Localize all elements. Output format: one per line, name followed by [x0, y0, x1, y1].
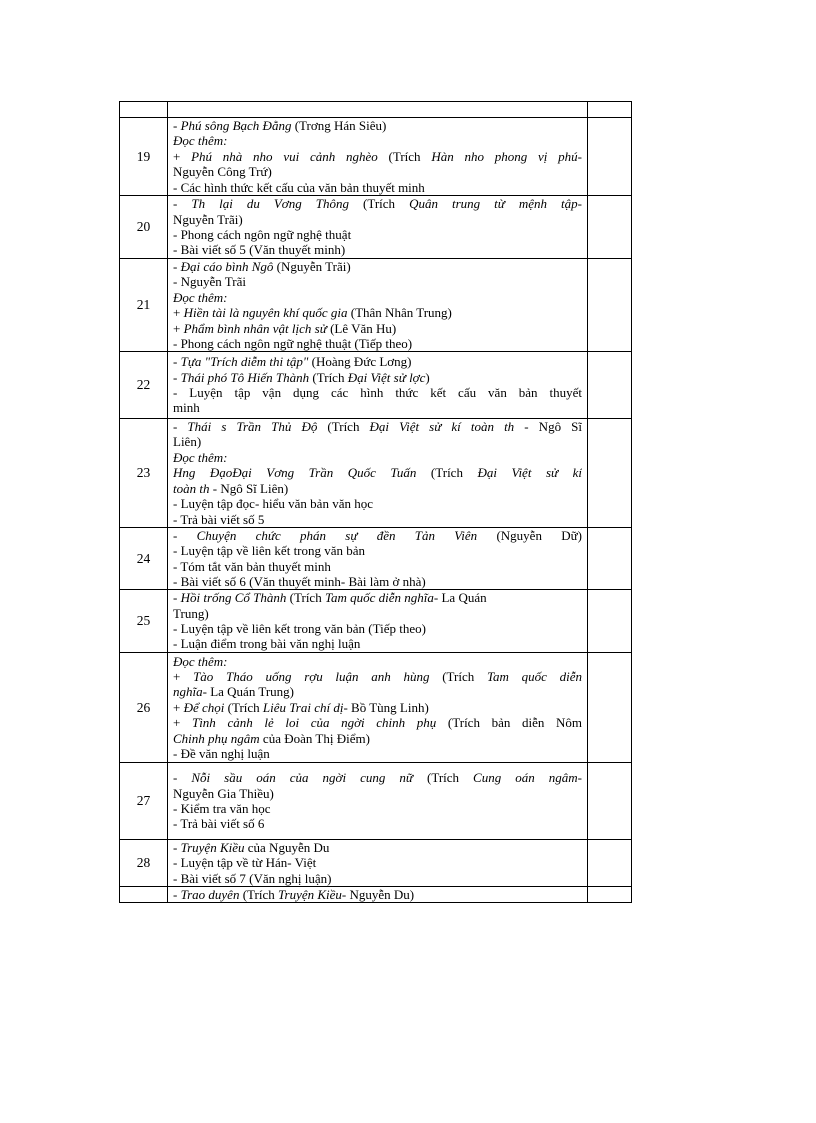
lesson-title-text: Đại Việt sử lợc: [347, 369, 426, 385]
lesson-content-cell: [168, 259, 588, 352]
lesson-text: Nguyễn Công Trứ): [173, 164, 272, 180]
notes-cell: [588, 419, 632, 528]
lesson-line: [173, 715, 582, 730]
lesson-content-cell: [168, 887, 588, 903]
lesson-text: -: [577, 196, 582, 212]
lesson-text: - Nguyễn Trãi: [173, 274, 246, 290]
lesson-text: -: [173, 887, 181, 902]
lesson-line: [173, 801, 582, 816]
lesson-title-text: Hàn nho phong vị phú: [431, 148, 578, 164]
table-row: [120, 196, 632, 259]
week-number-cell: 27: [120, 763, 168, 840]
lesson-content-cell: [168, 840, 588, 887]
notes-cell: [588, 528, 632, 590]
lesson-text: - La Quán Trung): [202, 684, 294, 700]
lesson-content-cell: [168, 528, 588, 590]
lesson-line: [173, 274, 582, 289]
lesson-text: của Nguyễn Du: [244, 840, 330, 855]
lesson-line: [173, 133, 582, 148]
lesson-text: - Bài viết số 7 (Văn nghị luận): [173, 870, 332, 886]
lesson-title-text: Nỗi sầu oán của ngời cung nữ: [191, 770, 413, 786]
lesson-text: của Đoàn Thị Điểm): [259, 730, 370, 746]
notes-cell: [588, 102, 632, 118]
table-row: [120, 590, 632, 653]
lesson-text: (Trích: [429, 669, 487, 684]
lesson-text: +: [173, 669, 194, 684]
lesson-title-text: Quân trung từ mệnh tập: [409, 196, 578, 212]
week-number-cell: 26: [120, 653, 168, 763]
notes-cell: [588, 653, 632, 763]
lesson-content-cell: [168, 419, 588, 528]
table-row: [120, 102, 632, 118]
lesson-title-text: Liêu Trai chí dị: [262, 699, 344, 715]
lesson-text: -: [173, 196, 192, 212]
lesson-line: [173, 196, 582, 211]
lesson-title-text: Thái phó Tô Hiến Thành: [180, 369, 310, 385]
lesson-text: +: [173, 699, 184, 715]
week-number-cell: 28: [120, 840, 168, 887]
table-row: [120, 118, 632, 196]
notes-cell: [588, 118, 632, 196]
lesson-line: [173, 590, 582, 605]
lesson-text: - Phong cách ngôn ngữ nghệ thuật (Tiếp theo): [173, 336, 413, 351]
lesson-text: -: [577, 770, 582, 786]
lesson-line: [173, 654, 582, 669]
lesson-text: (Trích bản diễn Nôm: [436, 715, 582, 731]
lesson-line: [173, 855, 582, 870]
lesson-text: - Luyện tập về liên kết trong văn bản: [173, 543, 366, 559]
lesson-text: (Trích: [412, 770, 474, 786]
table-row: [120, 763, 632, 840]
lesson-line: [173, 149, 582, 164]
lesson-title-text: Chinh phụ ngâm: [173, 730, 260, 746]
lesson-text: +: [173, 305, 184, 321]
week-number-cell: [120, 102, 168, 118]
lesson-text: - Luyện tập về từ Hán- Việt: [173, 855, 317, 871]
lesson-text: -: [173, 369, 181, 385]
lesson-title-text: nghĩa: [173, 684, 203, 700]
lesson-title-text: Thái s Trần Thủ Độ: [187, 419, 318, 435]
table-row: [120, 528, 632, 590]
lesson-line: [173, 887, 582, 902]
lesson-text: -: [173, 770, 192, 786]
lesson-text: Trung): [173, 605, 209, 621]
lesson-text: (Nguyễn Trãi): [273, 259, 351, 274]
lesson-title-text: Tam quốc diễn: [486, 669, 582, 684]
lesson-text: (Thân Nhân Trung): [347, 305, 452, 321]
lesson-line: [173, 669, 582, 684]
table-row: [120, 840, 632, 887]
lesson-line: [173, 700, 582, 715]
lesson-line: [173, 118, 582, 133]
lesson-text: - Ngô Sĩ Liên): [209, 480, 289, 496]
lesson-text: (Trích: [286, 590, 325, 606]
lesson-title-text: Đại Việt sử kí toàn th: [369, 419, 515, 435]
notes-cell: [588, 763, 632, 840]
week-number-cell: 23: [120, 419, 168, 528]
lesson-line: [173, 180, 582, 195]
lesson-text: (Trích: [349, 196, 410, 212]
lesson-title-text: Tam quốc diễn nghĩa: [324, 590, 434, 606]
lesson-line: [173, 321, 582, 336]
lesson-line: [173, 636, 582, 651]
lesson-line: [173, 606, 582, 621]
notes-cell: [588, 590, 632, 653]
notes-cell: [588, 352, 632, 419]
lesson-text: (Lê Văn Hu): [326, 320, 397, 336]
lesson-content-cell: [168, 653, 588, 763]
week-number-cell: 25: [120, 590, 168, 653]
lesson-title-text: Phẩm bình nhân vật lịch sử: [183, 320, 327, 336]
lesson-title-text: Chuyện chức phán sự đền Tản Viên: [196, 528, 478, 543]
lesson-text: - La Quán: [433, 590, 487, 606]
lesson-title-text: Trao duyên: [180, 887, 240, 902]
lesson-line: [173, 786, 582, 801]
lesson-line: [173, 528, 582, 543]
week-number-cell: 24: [120, 528, 168, 590]
lesson-text: -: [577, 148, 582, 164]
lesson-content-cell: [168, 590, 588, 653]
week-number-cell: 22: [120, 352, 168, 419]
lesson-text: - Bài viết số 5 (Văn thuyết minh): [173, 242, 346, 258]
table-row: [120, 352, 632, 419]
lesson-text: - Các hình thức kết cấu của văn bản thuyết minh: [173, 179, 425, 195]
lesson-text: -: [173, 528, 197, 543]
lesson-text: (Trích: [317, 419, 370, 435]
lesson-line: [173, 242, 582, 257]
lesson-line: [173, 385, 582, 400]
lesson-line: [173, 400, 582, 415]
lesson-title-text: Truyện Kiều: [278, 887, 342, 902]
table-row: [120, 653, 632, 763]
lesson-line: [173, 370, 582, 385]
lesson-line: [173, 227, 582, 242]
lesson-text: - Luyện tập đọc- hiểu văn bản văn học: [173, 496, 373, 512]
lesson-text: (Nguyễn Dữ): [477, 528, 582, 543]
lesson-line: [173, 496, 582, 511]
lesson-title-text: Phú nhà nho vui cảnh nghèo: [191, 148, 378, 164]
lesson-line: [173, 543, 582, 558]
lesson-line: [173, 212, 582, 227]
lesson-text: Nguyễn Gia Thiều): [173, 785, 274, 801]
lesson-title-text: Đại Việt sử kí: [477, 465, 582, 481]
lesson-title-text: Cung oán ngâm: [473, 770, 578, 786]
lesson-text: +: [173, 715, 192, 731]
lesson-text: ): [425, 369, 430, 385]
lesson-text: (Trích: [377, 148, 432, 164]
lesson-title-text: Đọc thêm:: [173, 289, 228, 305]
lesson-line: [173, 621, 582, 636]
lesson-text: (Trơng Hán Siêu): [291, 118, 387, 133]
lesson-title-text: Tào Tháo uống rợu luận anh hùng: [193, 669, 430, 684]
lesson-line: [173, 434, 582, 449]
lesson-text: - Đề văn nghị luận: [173, 746, 270, 761]
lesson-text: (Trích: [224, 699, 263, 715]
lesson-title-text: Đọc thêm:: [173, 653, 228, 669]
lesson-text: - Ngô Sĩ: [514, 419, 582, 435]
lesson-text: - Luyện tập về liên kết trong văn bản (Tiếp theo): [173, 621, 426, 636]
lesson-line: [173, 816, 582, 831]
curriculum-table: [119, 101, 632, 903]
table-row: [120, 887, 632, 903]
lesson-text: -: [173, 118, 181, 133]
lesson-text: Nguyễn Trãi): [173, 211, 243, 227]
lesson-text: -: [173, 840, 181, 855]
lesson-text: +: [173, 320, 184, 336]
lesson-text: - Nguyễn Du): [341, 887, 415, 902]
lesson-title-text: Hồi trống Cổ Thành: [180, 590, 287, 606]
lesson-line: [173, 840, 582, 855]
lesson-title-text: Để chọi: [183, 699, 225, 715]
table-row: [120, 419, 632, 528]
lesson-line: [173, 731, 582, 746]
lesson-text: - Tóm tắt văn bản thuyết minh: [173, 558, 331, 574]
week-number-cell: [120, 887, 168, 903]
lesson-title-text: Hiền tài là nguyên khí quốc gia: [183, 305, 348, 321]
lesson-text: - Luận điểm trong bài văn nghị luận: [173, 636, 361, 652]
lesson-text: -: [173, 354, 181, 370]
lesson-line: [173, 164, 582, 179]
lesson-text: - Trả bài viết số 6: [173, 816, 265, 832]
lesson-content-cell: [168, 118, 588, 196]
lesson-line: [173, 574, 582, 589]
lesson-title-text: Đọc thêm:: [173, 449, 228, 465]
notes-cell: [588, 840, 632, 887]
lesson-text: - Trả bài viết số 5: [173, 511, 265, 527]
lesson-title-text: Tựa "Trích diễm thi tập": [180, 354, 309, 370]
lesson-text: minh: [173, 400, 200, 416]
lesson-line: [173, 559, 582, 574]
lesson-line: [173, 481, 582, 496]
lesson-text: - Luyện tập vận dụng các hình thức kết cấu văn bản thuyết: [173, 385, 582, 400]
lesson-title-text: Đọc thêm:: [173, 133, 228, 149]
lesson-title-text: Truyện Kiều: [180, 840, 245, 855]
lesson-text: -: [173, 419, 188, 435]
lesson-line: [173, 512, 582, 527]
lesson-line: [173, 871, 582, 886]
lesson-title-text: Đại cáo bình Ngô: [180, 259, 274, 274]
lesson-text: (Trích: [416, 465, 478, 481]
lesson-line: [173, 419, 582, 434]
lesson-line: [173, 354, 582, 369]
lesson-line: [173, 259, 582, 274]
lesson-text: -: [173, 259, 181, 274]
notes-cell: [588, 887, 632, 903]
lesson-line: [173, 305, 582, 320]
lesson-text: +: [173, 148, 192, 164]
week-number-cell: 19: [120, 118, 168, 196]
lesson-line: [173, 746, 582, 761]
lesson-text: (Trích: [239, 887, 278, 902]
lesson-content-cell: [168, 196, 588, 259]
lesson-content-cell: [168, 763, 588, 840]
lesson-text: (Trích: [309, 369, 348, 385]
lesson-line: [173, 336, 582, 351]
lesson-text: (Hoàng Đức Lơng): [308, 354, 412, 370]
lesson-title-text: Tình cảnh lẻ loi của ngời chinh phụ: [191, 715, 437, 731]
lesson-line: [173, 684, 582, 699]
lesson-line: [173, 770, 582, 785]
notes-cell: [588, 259, 632, 352]
week-number-cell: 20: [120, 196, 168, 259]
curriculum-table-body: [120, 102, 632, 903]
lesson-text: Liên): [173, 434, 202, 450]
lesson-text: -: [173, 590, 181, 606]
notes-cell: [588, 196, 632, 259]
lesson-title-text: toàn th: [173, 480, 210, 496]
lesson-line: [173, 290, 582, 305]
week-number-cell: 21: [120, 259, 168, 352]
lesson-text: - Bồ Tùng Linh): [343, 699, 429, 715]
lesson-line: [173, 450, 582, 465]
lesson-text: - Kiểm tra văn học: [173, 800, 271, 816]
lesson-line: [173, 465, 582, 480]
lesson-title-text: Th lại du Vơng Thông: [191, 196, 349, 212]
lesson-text: - Phong cách ngôn ngữ nghệ thuật: [173, 226, 352, 242]
lesson-content-cell: [168, 352, 588, 419]
lesson-title-text: Hng ĐạoĐại Vơng Trần Quốc Tuấn: [173, 465, 417, 481]
table-row: [120, 259, 632, 352]
lesson-content-cell: [168, 102, 588, 118]
lesson-title-text: Phú sông Bạch Đằng: [180, 118, 292, 133]
lesson-text: - Bài viết số 6 (Văn thuyết minh- Bài làm ở nhà): [173, 574, 426, 589]
